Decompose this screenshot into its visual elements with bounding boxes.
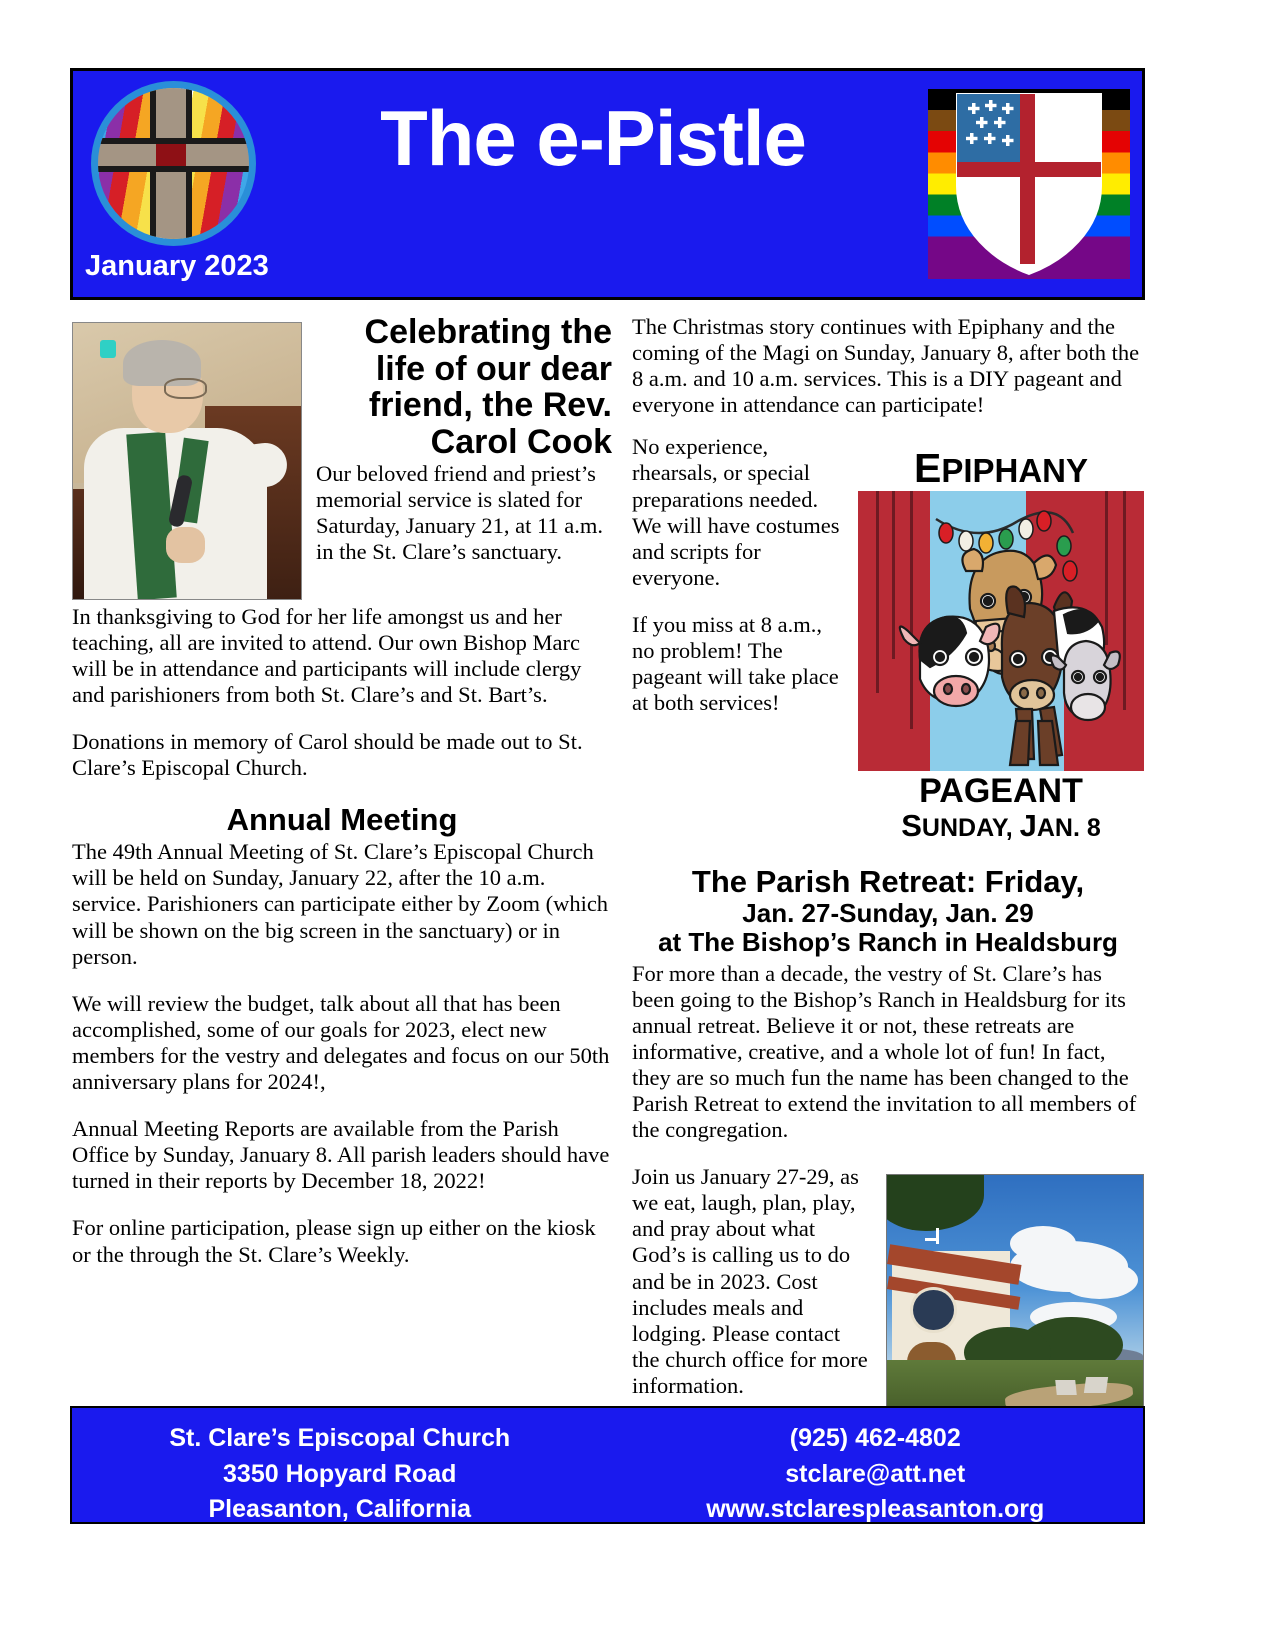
episcopal-shield-icon <box>928 89 1130 279</box>
issue-date: January 2023 <box>85 250 269 282</box>
carol-paragraph-3: Donations in memory of Carol should be made out to St. Clare’s Episcopal Church. <box>72 729 583 781</box>
epiphany-paragraph-2: No experience, rhearsals, or special preparations needed. We will have costumes and scripts for everyone. <box>632 434 840 590</box>
epiphany-paragraph-1: The Christmas story continues with Epiphany and the coming of the Magi on Sunday, January 8, after both the 8 a.m. and 10 a.m. services. This is a DIY pageant and everyone in attendance can participate! <box>632 314 1140 418</box>
annual-meeting-paragraph-3: Annual Meeting Reports are available from the Parish Office by Sunday, January 8. All parish leaders should have turned in their reports by December 18, 2022! <box>72 1116 610 1194</box>
bishops-ranch-chapel-photo <box>886 1174 1144 1429</box>
annual-meeting-paragraph-1: The 49th Annual Meeting of St. Clare’s Episcopal Church will be held on Sunday, January 22, after the 10 a.m. service. Parishioners can participate either by Zoom (which will be shown on the big screen in the sanctuary) or in person. <box>72 839 609 969</box>
pageant-subcaption: SUNDAY, JAN. 8 <box>901 808 1101 844</box>
right-column <box>632 314 1144 1435</box>
rev-carol-cook-photo <box>72 322 302 600</box>
left-column <box>72 314 612 1289</box>
stained-glass-cross-icon <box>91 81 256 246</box>
retreat-heading-line2: Jan. 27-Sunday, Jan. 29 <box>742 898 1034 929</box>
contact-footer <box>70 1406 1145 1524</box>
pageant-caption: PAGEANT <box>919 772 1083 811</box>
annual-meeting-paragraph-2: We will review the budget, talk about all that has been accomplished, some of our goals for 2023, elect new members for the vestry and delegates and focus on our 50th anniversary plans for 2024!, <box>72 990 610 1095</box>
footer-address-block <box>72 1408 608 1522</box>
footer-church-name: St. Clare’s Episcopal Church <box>169 1424 511 1452</box>
footer-email[interactable]: stclare@att.net <box>785 1459 966 1488</box>
annual-meeting-paragraph-4: For online participation, please sign up either on the kiosk or the through the St. Clare’s Weekly. <box>72 1215 596 1267</box>
epiphany-paragraph-3: If you miss at 8 a.m., no problem! The pageant will take place at both services! <box>632 611 839 716</box>
newsletter-header-banner <box>70 68 1145 300</box>
retreat-paragraph-2: Join us January 27-29, as we eat, laugh, plan, play, and pray about what God’s is calling us to do and be in 2023. Cost includes meals and lodging. Please contact the church office for more information. <box>632 1164 868 1398</box>
carol-paragraph-1: Our beloved friend and priest’s memorial service is slated for Saturday, January 21, at 11 a.m. in the St. Clare’s sanctuary. <box>316 460 604 565</box>
footer-city-state: Pleasanton, California <box>208 1495 472 1523</box>
annual-meeting-heading: Annual Meeting <box>226 801 458 837</box>
epiphany-art-title: EPIPHANY <box>913 445 1089 492</box>
footer-street-address: 3350 Hopyard Road <box>223 1459 457 1488</box>
retreat-heading-line3: at The Bishop’s Ranch in Healdsburg <box>658 927 1118 958</box>
footer-website[interactable]: www.stclarespleasanton.org <box>706 1495 1045 1523</box>
page-headline: Celebrating the life of our dear friend, the Rev. Carol Cook <box>364 313 612 462</box>
retreat-heading-line1: The Parish Retreat: Friday, <box>691 863 1085 899</box>
footer-contact-block <box>608 1408 1144 1522</box>
shield-graphic <box>954 91 1104 277</box>
retreat-paragraph-1: For more than a decade, the vestry of St. Clare’s has been going to the Bishop’s Ranch in Healdsburg for its annual retreat. Believe it or not, these retreats are informative, creative, and a whole lot of fun! In fact, they are so much fun the name has been changed to the Parish Retreat to extend the invitation to all members of the congregation. <box>632 960 1137 1143</box>
carol-paragraph-2: In thanksgiving to God for her life amongst us and her teaching, all are invited to attend. Our own Bishop Marc will be in attendance and participants will include clergy and parishioners from both St. Clare’s and St. Bart’s. <box>72 604 582 708</box>
footer-phone[interactable]: (925) 462-4802 <box>789 1424 961 1452</box>
page-title: The e-Pistle <box>380 94 806 182</box>
nativity-animals-clipart <box>858 445 1144 844</box>
